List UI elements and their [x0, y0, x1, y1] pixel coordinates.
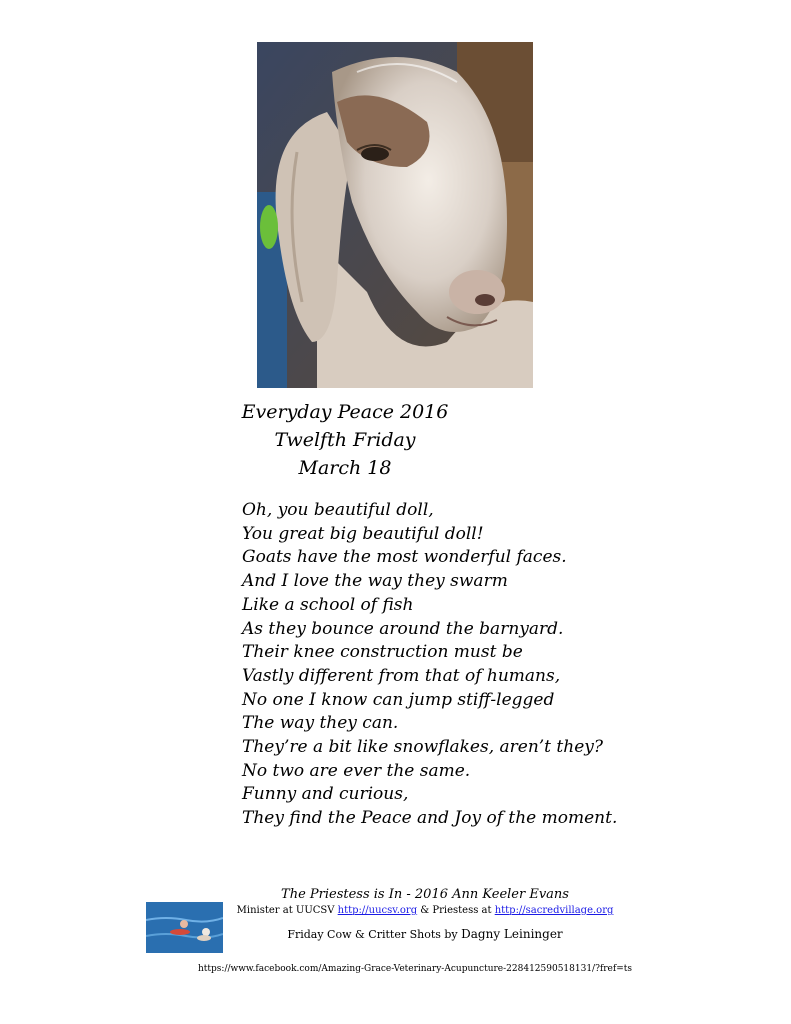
shots-prefix: Friday Cow & Critter Shots by: [287, 928, 458, 941]
uucsv-link[interactable]: http://uucsv.org: [337, 905, 418, 916]
poem-line: You great big beautiful doll!: [242, 523, 484, 544]
friday-label: Twelfth Friday: [274, 429, 416, 451]
minister-prefix: Minister at UUCSV: [236, 905, 335, 916]
credits: [190, 886, 660, 943]
poem-line: No two are ever the same.: [242, 760, 471, 781]
priestess-prefix: & Priestess at: [420, 905, 492, 916]
facebook-url: https://www.facebook.com/Amazing-Grace-Veterinary-Acupuncture-228412590518131/?fref=ts: [198, 964, 632, 974]
poem-line: Their knee construction must be: [242, 642, 523, 663]
shots-line: [190, 926, 660, 943]
poem-line: Funny and curious,: [242, 784, 409, 805]
poem-line: As they bounce around the barnyard.: [242, 618, 564, 639]
poem-line: Vastly different from that of humans,: [242, 665, 561, 686]
poem-line: Goats have the most wonderful faces.: [242, 547, 567, 568]
poem-line: No one I know can jump stiff-legged: [242, 689, 555, 710]
sacredvillage-link[interactable]: http://sacredvillage.org: [494, 905, 614, 916]
poem-line: They’re a bit like snowflakes, aren’t they?: [242, 737, 603, 758]
title-block: [230, 398, 460, 482]
photographer-name: Dagny Leininger: [461, 927, 563, 941]
date-label: March 18: [298, 457, 392, 479]
poem-line: Oh, you beautiful doll,: [242, 500, 434, 520]
poem-line: The way they can.: [242, 713, 399, 734]
author-line: The Priestess is In - 2016 Ann Keeler Evans: [281, 887, 569, 902]
poem-line: They find the Peace and Joy of the moment.: [242, 808, 618, 829]
poem-line: And I love the way they swarm: [242, 571, 508, 592]
goat-photo: [257, 42, 533, 388]
minister-line: [190, 904, 660, 918]
goat-photo-illustration: [257, 42, 533, 388]
poem-line: Like a school of fish: [242, 594, 414, 615]
poem: [242, 499, 742, 831]
series-title: Everyday Peace 2016: [241, 401, 449, 423]
